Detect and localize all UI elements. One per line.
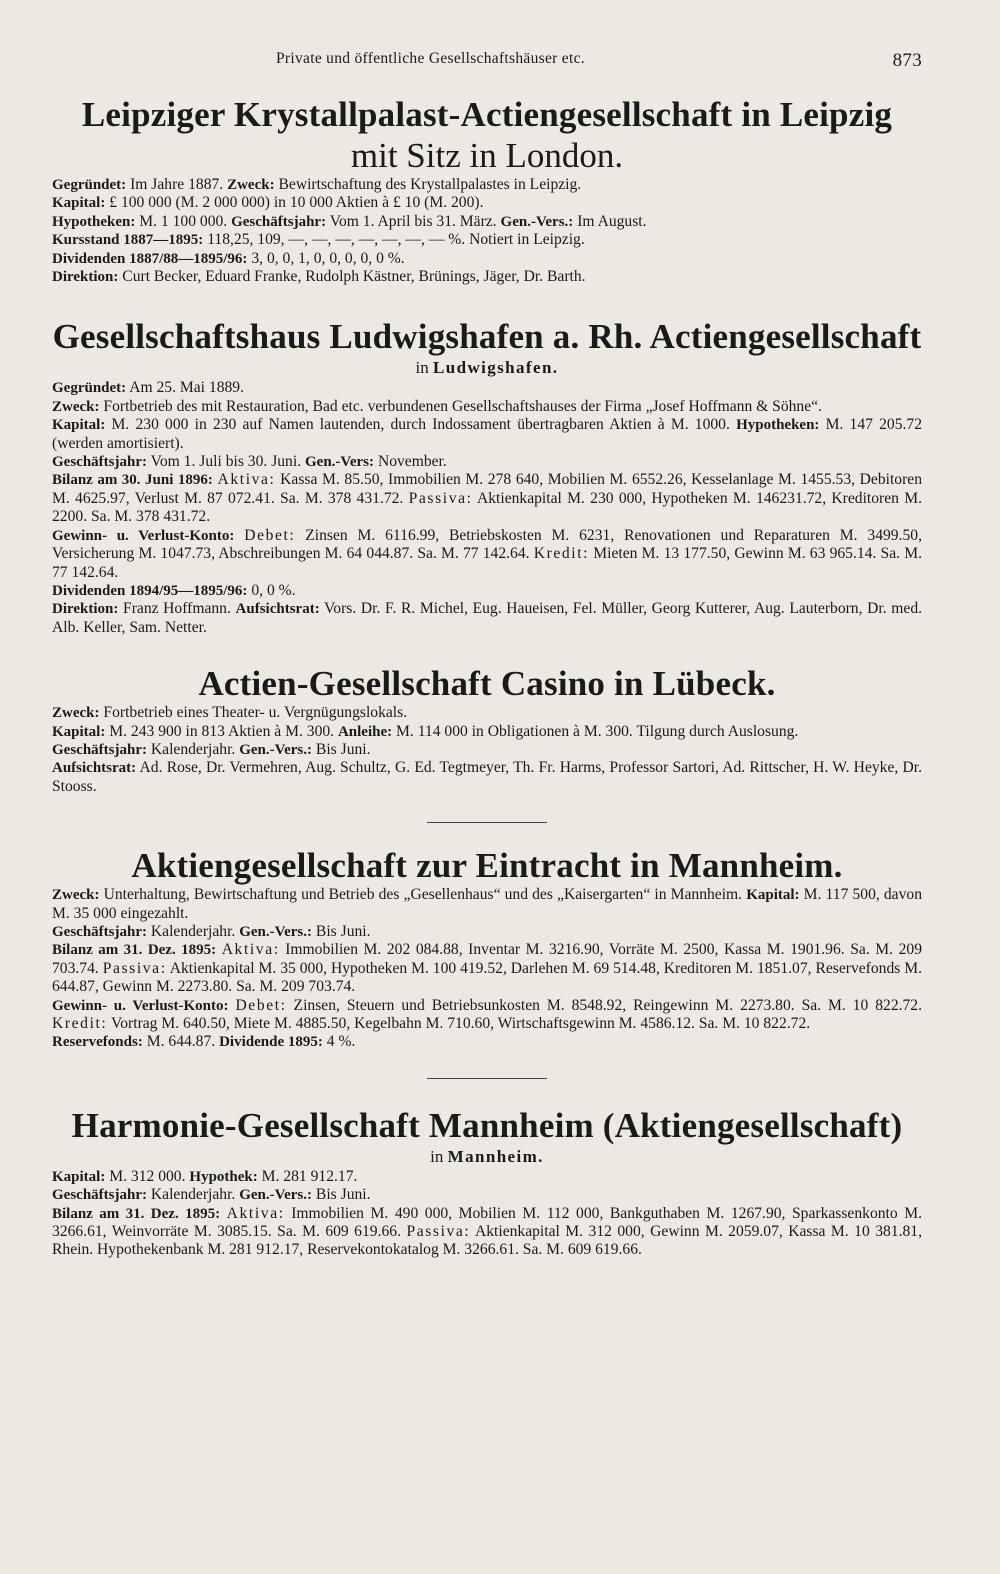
section-title: Harmonie-Gesellschaft Mannheim (Aktiengesellschaft) xyxy=(71,1105,903,1145)
entry-dividenden: Dividenden 1894/95—1895/96: 0, 0 %. xyxy=(52,581,296,599)
section-casino-luebeck xyxy=(52,663,922,796)
entry-dividenden: Dividenden 1887/88—1895/96: 3, 0, 0, 1, 0, 0, 0, 0, 0 %. xyxy=(52,249,405,267)
entry-kapital: Kapital: M. 243 900 in 813 Aktien à M. 300. Anleihe: M. 114 000 in Obligationen à M. 300. Tilgung durch Auslosung. xyxy=(52,722,799,740)
entry-bilanz: Bilanz am 31. Dez. 1895: Aktiva: Immobilien M. 490 000, Mobilien M. 112 000, Bankguthaben M. 1267.90, Sparkassenkonto M. 3266.61, Weinvorräte M. 3085.15. Sa. M. 609 619.66. Passiva: Aktienkapital M. 312 000, Gewinn M. 2059.07, Kassa M. 10 381.81, Rhein. Hypothekenbank M. 281 912.17, Reservekontokatalog M. 3266.61. Sa. M. 609 619.66. xyxy=(52,1204,922,1259)
entry-bilanz: Bilanz am 30. Juni 1896: Aktiva: Kassa M. 85.50, Immobilien M. 278 640, Mobilien M. 6552.26, Kesselanlage M. 1455.53, Debitoren M. 4625.97, Verlust M. 87 072.41. Sa. M. 378 431.72. Passiva: Aktienkapital M. 230 000, Hypotheken M. 146231.72, Kreditoren M. 2200. Sa. M. 378 431.72. xyxy=(52,471,923,526)
entry-direktion: Direktion: Franz Hoffmann. Aufsichtsrat: Vors. Dr. F. R. Michel, Eug. Haueisen, Fel. Müller, Georg Kutterer, Aug. Lauterborn, Dr. med. Alb. Keller, Sam. Netter. xyxy=(52,600,923,636)
entry-hypotheken: Hypotheken: M. 1 100 000. Geschäftsjahr: Vom 1. April bis 31. März. Gen.-Vers.: Im August. xyxy=(52,212,647,230)
section-subtitle: in Mannheim. xyxy=(430,1146,544,1166)
entry-gewinn-verlust: Gewinn- u. Verlust-Konto: Debet: Zinsen, Steuern und Betriebsunkosten M. 8548.92, Reingewinn M. 2273.80. Sa. M. 10 822.72. Kredit: Vortrag M. 640.50, Miete M. 4885.50, Kegelbahn M. 710.60, Wirtschaftsgewinn M. 4586.12. Sa. M. 10 822.72. xyxy=(52,996,923,1032)
section-subtitle: in Ludwigshafen. xyxy=(415,358,559,378)
section-harmonie-mannheim xyxy=(52,1105,922,1260)
section-eintracht-mannheim xyxy=(52,845,922,1052)
entry-geschaeftsjahr: Geschäftsjahr: Kalenderjahr. Gen.-Vers.: Bis Juni. xyxy=(52,740,371,758)
section-leipziger-krystallpalast xyxy=(52,94,922,286)
entry-reservefonds: Reservefonds: M. 644.87. Dividende 1895: 4 %. xyxy=(52,1033,356,1051)
section-title: Aktiengesellschaft zur Eintracht in Mannheim. xyxy=(131,846,843,886)
entry-geschaeftsjahr: Geschäftsjahr: Kalenderjahr. Gen.-Vers.: Bis Juni. xyxy=(52,1186,371,1204)
entry-bilanz: Bilanz am 31. Dez. 1895: Aktiva: Immobilien M. 202 084.88, Inventar M. 3216.90, Vorräte M. 2500, Kassa M. 1901.96. Sa. M. 209 703.74. Passiva: Aktienkapital M. 35 000, Hypotheken M. 100 419.52, Darlehen M. 69 514.48, Kreditoren M. 1851.07, Reservefonds M. 644.87, Gewinn M. 2273.80. Sa. M. 209 703.74. xyxy=(52,941,923,996)
entry-gewinn-verlust: Gewinn- u. Verlust-Konto: Debet: Zinsen M. 6116.99, Betriebskosten M. 6231, Renovationen und Reparaturen M. 3499.50, Versicherung M. 1047.73, Abschreibungen M. 64 044.87. Sa. M. 77 142.64. Kredit: Mieten M. 13 177.50, Gewinn M. 63 965.14. Sa. M. 77 142.64. xyxy=(52,526,922,581)
entry-kapital: Kapital: £ 100 000 (M. 2 000 000) in 10 000 Aktien à £ 10 (M. 200). xyxy=(52,194,484,212)
section-divider xyxy=(427,822,547,823)
entry-zweck: Zweck: Fortbetrieb eines Theater- u. Vergnügungslokals. xyxy=(52,704,408,722)
section-title: Actien-Gesellschaft Casino in Lübeck. xyxy=(198,664,776,704)
running-head-title: Private und öffentliche Gesellschaftshäuser etc. xyxy=(276,50,585,67)
page-number: 873 xyxy=(892,50,922,71)
entry-geschaeftsjahr: Geschäftsjahr: Vom 1. Juli bis 30. Juni. Gen.-Vers: November. xyxy=(52,453,447,471)
entry-zweck: Zweck: Unterhaltung, Bewirtschaftung und Betrieb des „Gesellenhaus“ und des „Kaisergarten“ in Mannheim. Kapital: M. 117 500, davon M. 35 000 eingezahlt. xyxy=(52,886,922,922)
entry-direktion: Direktion: Curt Becker, Eduard Franke, Rudolph Kästner, Brünings, Jäger, Dr. Barth. xyxy=(52,268,586,286)
section-subtitle: mit Sitz in London. xyxy=(350,136,624,175)
entry-gegruendet: Gegründet: Am 25. Mai 1889. xyxy=(52,379,245,397)
entry-kapital: Kapital: M. 230 000 in 230 auf Namen lautenden, durch Indossament übertragbaren Aktien à M. 1000. Hypotheken: M. 147 205.72 (werden amortisiert). xyxy=(52,416,922,452)
entry-kapital: Kapital: M. 312 000. Hypothek: M. 281 912.17. xyxy=(52,1167,358,1185)
section-title: Gesellschaftshaus Ludwigshafen a. Rh. Actiengesellschaft xyxy=(52,317,922,357)
entry-zweck: Zweck: Fortbetrieb des mit Restauration, Bad etc. verbundenen Gesellschaftshauses der Firma „Josef Hoffmann & Söhne“. xyxy=(52,397,822,415)
entry-gegruendet: Gegründet: Im Jahre 1887. Zweck: Bewirtschaftung des Krystallpalastes in Leipzig. xyxy=(52,176,582,193)
running-head xyxy=(52,44,922,74)
entry-aufsichtsrat: Aufsichtsrat: Ad. Rose, Dr. Vermehren, Aug. Schultz, G. Ed. Tegtmeyer, Th. Fr. Harms, Professor Sartori, Ad. Rittscher, H. W. Heyke, Dr. Stooss. xyxy=(52,759,922,795)
entry-kursstand: Kursstand 1887—1895: 118,25, 109, —, —, —, —, —, —, — %. Notiert in Leipzig. xyxy=(52,231,585,249)
section-gesellschaftshaus-ludwigshafen xyxy=(52,316,922,637)
section-title: Leipziger Krystallpalast-Actiengesellschaft in Leipzig xyxy=(81,95,893,134)
entry-geschaeftsjahr: Geschäftsjahr: Kalenderjahr. Gen.-Vers.: Bis Juni. xyxy=(52,922,371,940)
section-divider xyxy=(427,1078,547,1079)
